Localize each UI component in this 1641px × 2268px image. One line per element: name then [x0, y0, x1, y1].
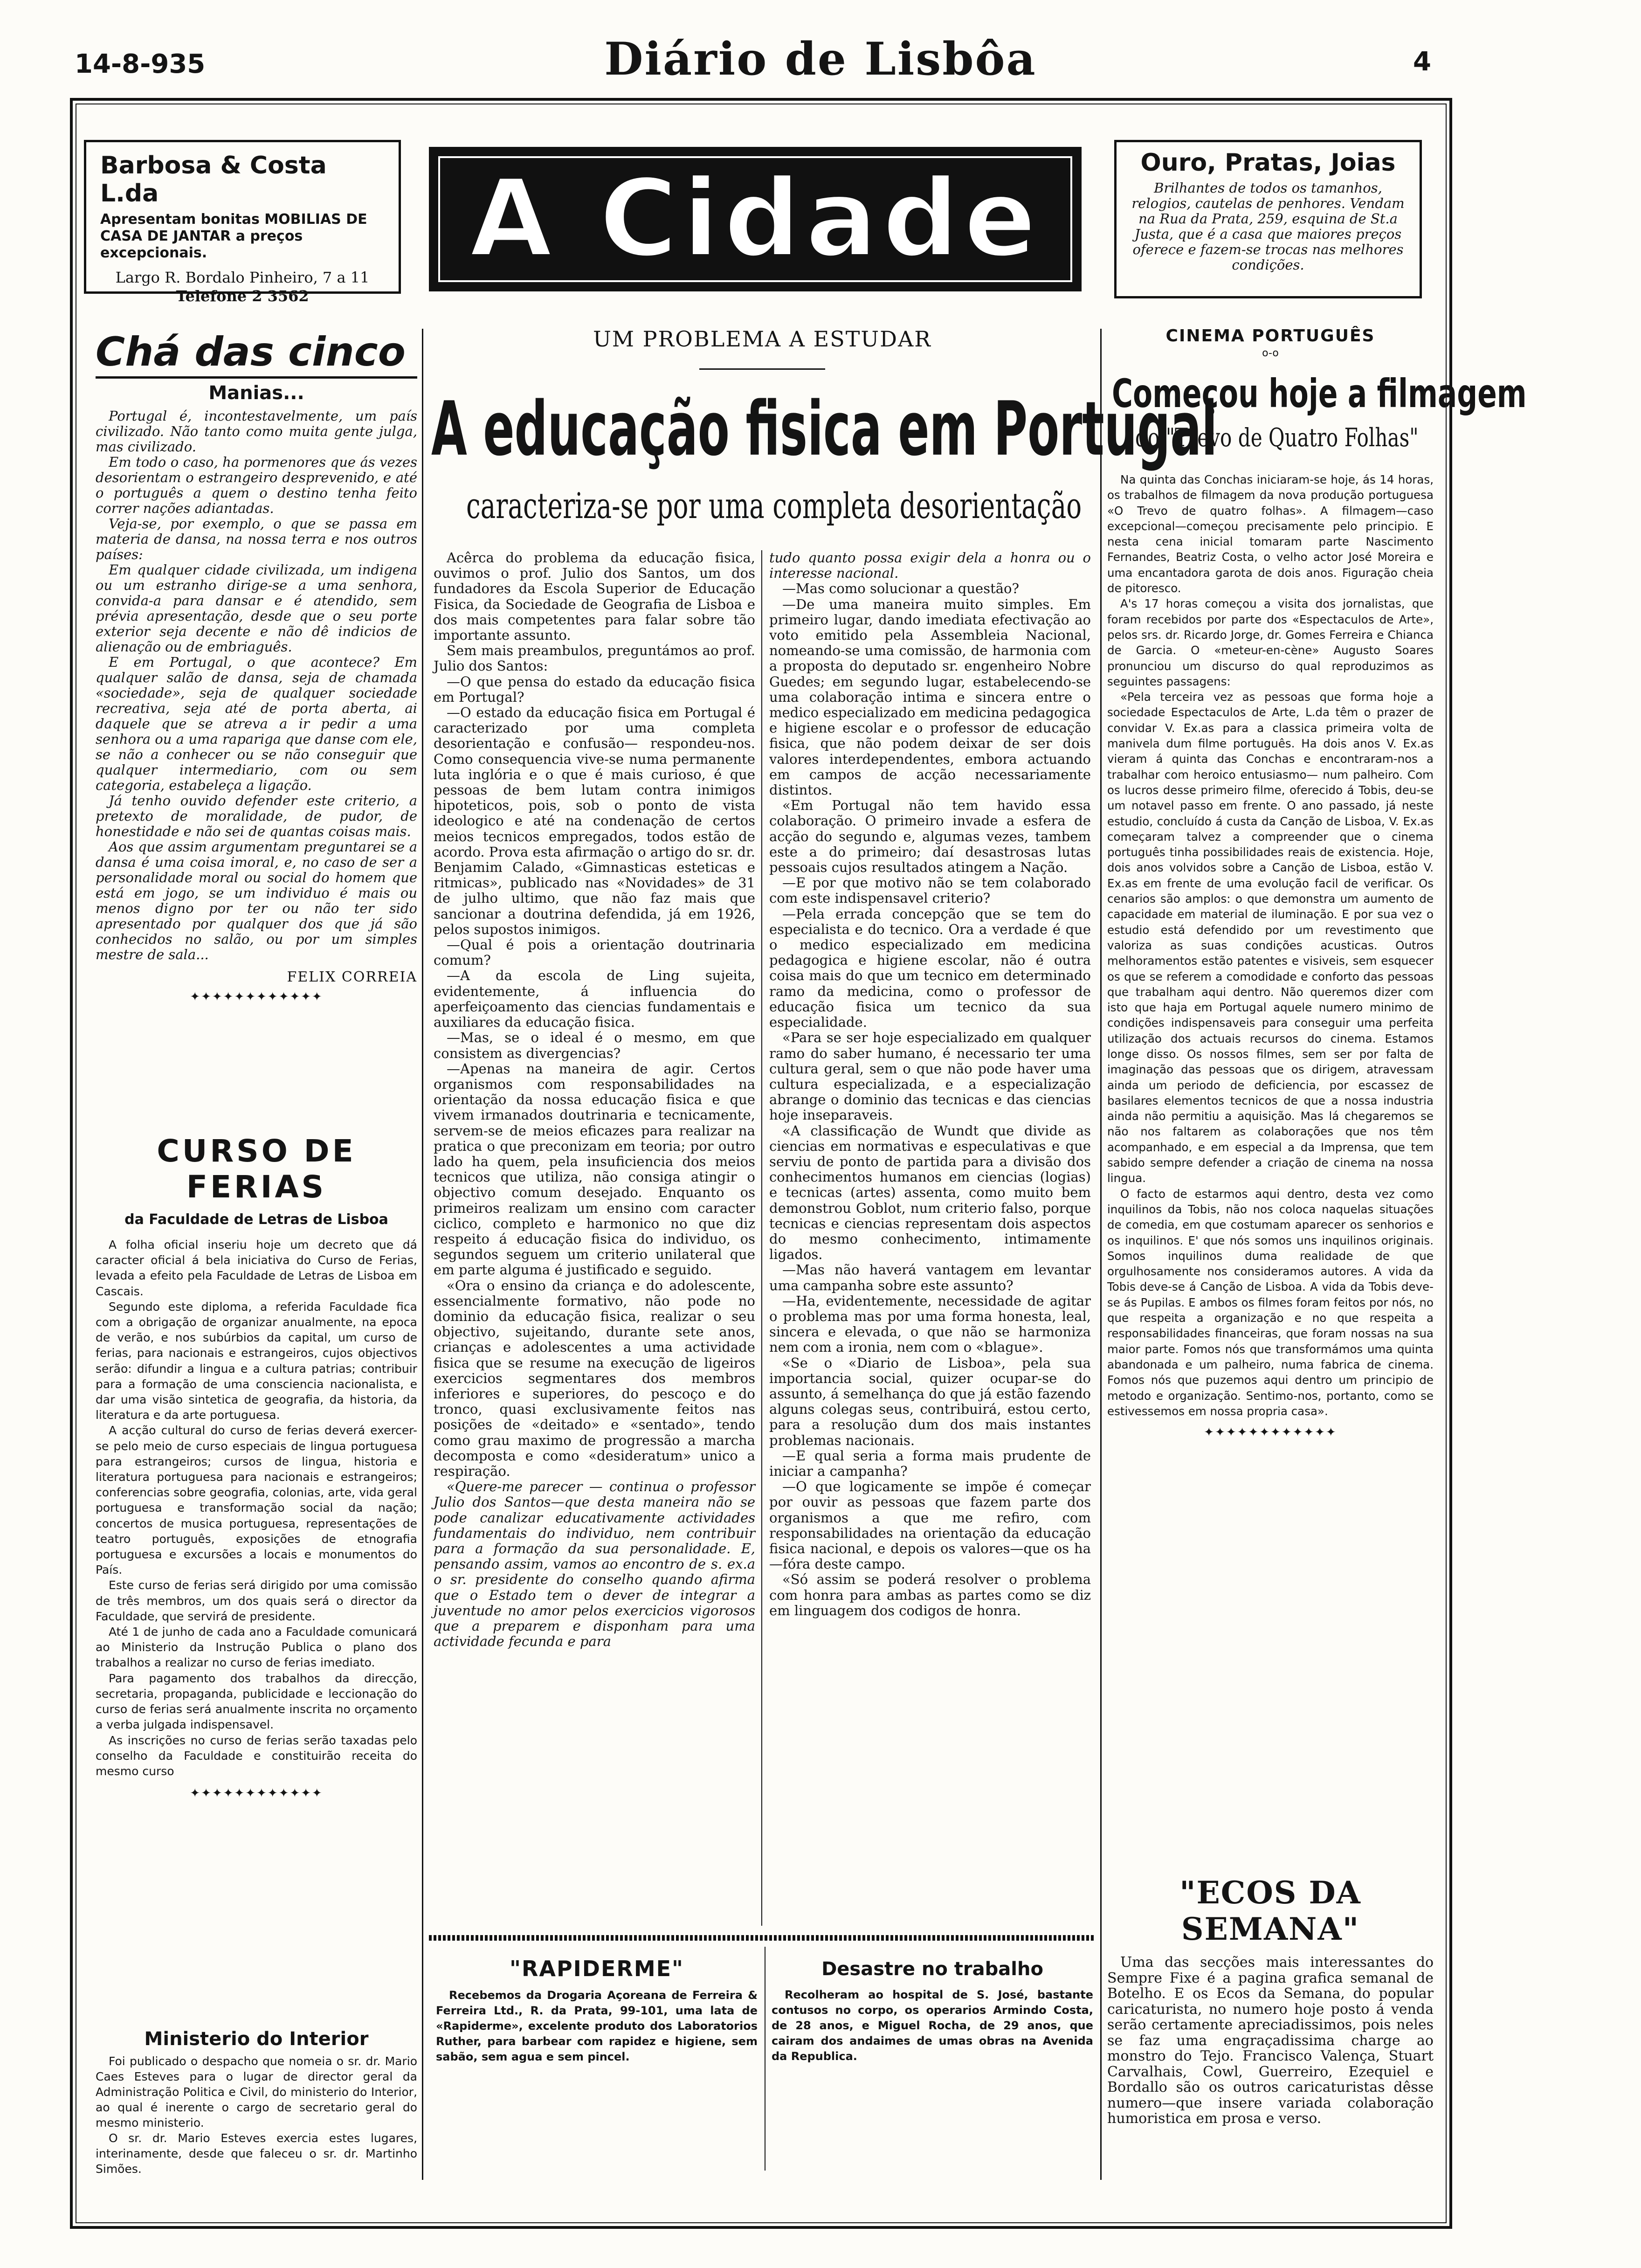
article-paragraph: Acêrca do problema da educação fisica, ouvimos o prof. Julio dos Santos, um dos fundadores da Escola Superior de Educação Fisica, da Sociedade de Geografia de Lisboa e dos mais competentes para falar sobre tão importante assunto. [434, 550, 755, 643]
article-paragraph: —Mas, se o ideal é o mesmo, em que consistem as divergencias? [434, 1030, 755, 1061]
column-rule [1100, 329, 1102, 2180]
article-paragraph: tudo quanto possa exigir dela a honra ou o interesse nacional. [769, 550, 1091, 581]
article-paragraph: —Pela errada concepção que se tem do especialista e do tecnico. Ora a verdade é que o medico especializado em medicina pedagogica e higiene escolar, não é outra coisa mais do que um tecnico em determinado ramo da medicina, como o professor de educação fisica um tecnico da sua especialidade. [769, 906, 1091, 1030]
cha-paragraph: Já tenho ouvido defender este criterio, a pretexto de moralidade, de pudor, de honestidade e não sei de quantas coisas mais. [96, 793, 417, 839]
ad-right-name: Ouro, Pratas, Joias [1140, 149, 1396, 177]
article-paragraph: Sem mais preambulos, preguntámos ao prof. Julio dos Santos: [434, 643, 755, 674]
cha-author: FELIX CORREIA [287, 969, 417, 985]
article-paragraph: —E por que motivo não se tem colaborado com este indispensavel criterio? [769, 875, 1091, 906]
cha-paragraph: Em qualquer cidade civilizada, um indigena ou um estranho dirige-se a uma senhora, convida-a para dansar e é atendido, sem prévia apresentação, desde que o seu porte exterior seja decente e não dê indicios de alienação ou de embriaguês. [96, 562, 417, 655]
ecos-body [1107, 1955, 1434, 2127]
masthead-inner-border [438, 156, 1072, 282]
cha-paragraph: Portugal é, incontestavelmente, um país civilizado. Não tanto como muita gente julga, mas civilizado. [96, 408, 417, 455]
curso-title: CURSO DE FERIAS [157, 1133, 356, 1205]
article-paragraph: —O estado da educação fisica em Portugal é caracterizado por uma completa desorientação e confusão— respondeu-nos. Como consequencia vive-se numa permanente luta inglória e o que é mais curioso, é que pessoas de bem lutam contra inimigos hipoteticos, pois, sob o ponto de vista ideologico e até na condenação de certos meios tecnicos empregados, todos estão de acordo. Prova esta afirmação o artigo do sr. dr. Benjamim Calado, «Gimnasticas esteticas e ritmicas», publicado nas «Novidades» de 31 de julho ultimo, que não faz mais que sancionar a doutrina defendida, já em 1926, pelos supostos inimigos. [434, 705, 755, 937]
curso-body [96, 1237, 417, 1779]
ornament-divider: ✦✦✦✦✦✦✦✦✦✦✦✦ [190, 990, 323, 1004]
article-paragraph: —Apenas na maneira de agir. Certos organismos com responsabilidades na orientação da nossa educação fisica e que vivem irmanados doutrinaria e tecnicamente, servem-se de meios eficazes para realizar na pratica o que preconizam em teoria; por outro lado ha quem, pela insuficiencia dos meios tecnicos que utiliza, não consiga atingir o objectivo comum desejado. Enquanto os primeiros realizam um ensino com caracter ciclico, completo e harmonico no que diz respeito á educação fisica do individuo, os segundos seguem um criterio unilateral que em parte alguma é justificado e seguido. [434, 1060, 755, 1278]
article-column-2 [769, 550, 1091, 1618]
curso-de-ferias [96, 1133, 417, 1800]
cinema-paragraph: «Pela terceira vez as pessoas que forma hoje a sociedade Espectaculos de Arte, L.da têm o prazer de convidar V. Ex.as para a classica primeira volta de manivela dum filme português. Ha dois anos V. Ex.as vieram á quinta das Conchas e encontraram-nos a trabalhar com heroico entusiasmo— num palheiro. Com os lucros desse primeiro filme, oferecido á Tobis, deu-se um notavel passo em frente. O ano passado, já neste estudio, concluído á custa da Canção de Lisboa, V. Ex.as começaram talvez a compreender que o cinema português tinha possibilidades reais de existencia. Hoje, dois anos volvidos sobre a Canção de Lisboa, estão V. Ex.as em frente de uma evolução facil de verificar. Os cenarios são amplos: o que demonstra um aumento de capacidade em material de iluminação. E por sua vez o estudio está defendido por um revestimento que valoriza as suas condições acusticas. Outros melhoramentos estão patentes e visiveis, sem esquecer os que se referem a comodidade e conforto das pessoas que trabalham aqui dentro. Não queremos dizer com isto que haja em Portugal aquele numero minimo de condições indispensaveis para conseguir uma perfeita utilização dos actuais recursos do cinema. Estamos longe disso. Os nossos filmes, sem ser por falta de imaginação das pessoas que os dirigem, atravessam ainda um periodo de deficiencia, por escassez de basilares elementos tecnicos de que a nossa industria ainda não permitiu a aquisição. Mas lá chegaremos se não nos faltarem as colaborações que nos têm acompanhado, e em especial a da Imprensa, que tem sabido sempre defender a criação de cinema na nossa lingua. [1107, 690, 1434, 1185]
rapiderme-text: Recebemos da Drogaria Açoreana de Ferreira & Ferreira Ltd., R. da Prata, 99-101, uma lata de «Rapiderme», excelente produto dos Laboratorios Ruther, para barbear com rapidez e higiene, sem sabão, sem agua e sem pincel. [436, 1989, 758, 2063]
ministerio-paragraph: Foi publicado o despacho que nomeia o sr. dr. Mario Caes Esteves para o lugar de director geral da Administração Politica e Civil, do ministerio do Interior, ao qual é inerente o cargo de secretario geral do mesmo ministerio. [96, 2054, 417, 2130]
ad-left-name: Barbosa & Costa L.da [100, 152, 327, 207]
ornament-divider: ✦✦✦✦✦✦✦✦✦✦✦✦ [190, 1786, 323, 1801]
ministerio-interior [96, 2028, 417, 2177]
ad-ouro-pratas [1114, 140, 1422, 298]
cinema-paragraph: Na quinta das Conchas iniciaram-se hoje, ás 14 horas, os trabalhos de filmagem da nova produção portuguesa «O Trevo de quatro folhas». A filmagem—caso excepcional—começou precisamente pelo principio. E nesta cena inicial tomaram parte Nascimento Fernandes, Beatriz Costa, o velho actor José Moreira e uma encantadora garota de dois anos. Figuração cheia de pitoresco. [1107, 473, 1434, 595]
rapiderme [436, 1956, 758, 2065]
column-rule [422, 329, 423, 2180]
article-paragraph: —Qual é pois a orientação doutrinaria comum? [434, 937, 755, 968]
article-paragraph: «Se o «Diario de Lisboa», pela sua importancia social, quizer ocupar-se do assunto, á semelhança do que já estão fazendo alguns colegas seus, contribuirá, estou certo, para a resolução dum dos mais instantes problemas nacionais. [769, 1355, 1091, 1448]
cinema-body [1107, 472, 1434, 1419]
cinema-paragraph: A's 17 horas começou a visita dos jornalistas, que foram recebidos por parte dos «Espectaculos de Arte», pelos srs. dr. Ricardo Jorge, dr. Gomes Ferreira e Chianca de Garcia. O «meteur-en-cène» Augusto Soares pronunciou um discurso do qual reproduzimos as seguintes passagens: [1107, 597, 1434, 688]
desastre [772, 1958, 1093, 2064]
article-subhead: caracteriza-se por uma completa desorientação [466, 485, 1082, 526]
cha-title-rule [96, 376, 417, 379]
article-kicker: UM PROBLEMA A ESTUDAR [593, 326, 931, 352]
article-paragraph: —Mas não haverá vantagem em levantar uma campanha sobre este assunto? [769, 1262, 1091, 1293]
article-paragraph: «A classificação de Wundt que divide as ciencias em normativas e especulativas e que serviu de ponto de partida para a divisão dos conhecimentos humanos em ciencias (logias) e tecnicas (artes) assenta, como muito bem demonstrou Goblot, num criterio falso, porque tecnicas e ciencias representam dois aspectos do mesmo conhecimento, intimamente ligados. [769, 1122, 1091, 1263]
article-paragraph: «Ora o ensino da criança e do adolescente, essencialmente formativo, não pode no dominio da educação fisica, realizar o seu objectivo, sujeitando, durante sete anos, crianças e adolescentes a uma actividade fisica que se resume na execução de ligeiros exercicios segmentares dos membros inferiores e superiores, do pescoço e do tronco, quasi exclusivamente feitos nas posições de «deitado» e «sentado», tendo como grau maximo de progressão a marcha decomposta e como «desideratum» unico a respiração. [434, 1277, 755, 1479]
article-paragraph: «Em Portugal não tem havido essa colaboração. O primeiro invade a esfera de acção do segundo e, algumas vezes, tambem este a do primeiro; daí desastrosas lutas pessoais cujos resultados atingem a Nação. [769, 797, 1091, 876]
article-paragraph: —A da escola de Ling sujeita, evidentemente, á influencia do aperfeiçoamento das ciencias fundamentais e auxiliares da educação fisica. [434, 968, 755, 1030]
cha-paragraph: Em todo o caso, ha pormenores que ás vezes desorientam o estrangeiro desprevenido, e até o português a quem o destino tenha feito correr nações adiantadas. [96, 454, 417, 516]
cinema-portugues [1107, 326, 1527, 1440]
curso-paragraph: Este curso de ferias será dirigido por uma comissão de três membros, um dos quais será o director da Faculdade, que servirá de presidente. [96, 1578, 417, 1623]
article-paragraph: «Para se ser hoje especializado em qualquer ramo do saber humano, é necessario ter uma cultura geral, sem o que não pode haver uma cultura especializada, e a especialização abrange o dominio das tecnicas e das ciencias hoje inseparaveis. [769, 1030, 1091, 1123]
cha-das-cinco [96, 329, 417, 1004]
ad-left-text: Apresentam bonitas MOBILIAS DE CASA DE JANTAR a preços excepcionais. [100, 211, 367, 261]
cha-title: Chá das cinco [96, 329, 406, 375]
cinema-kicker: CINEMA PORTUGUÊS [1165, 326, 1375, 346]
article-paragraph: —O que logicamente se impõe é começar por ouvir as pessoas que fazem parte dos organismos a que me refiro, com responsabilidades na orientação da educação fisica nacional, e depois os valores—que os ha—fóra deste campo. [769, 1479, 1091, 1572]
article-paragraph: —O que pensa do estado da educação fisica em Portugal? [434, 673, 755, 705]
curso-paragraph: Até 1 de junho de cada ano a Faculdade comunicará ao Ministerio da Instrução Publica o plano dos trabalhos a realizar no curso de ferias imediato. [96, 1625, 417, 1670]
masthead-title: A Cidade [469, 157, 1041, 281]
cha-subtitle: Manias... [208, 382, 304, 404]
desastre-text: Recolheram ao hospital de S. José, bastante contusos no corpo, os operarios Armindo Costa, de 28 anos, e Miguel Rocha, de 29 anos, que cairam dos andaimes de umas obras na Avenida da Republica. [772, 1988, 1093, 2063]
cinema-headline: Começou hoje a filmagem [1112, 371, 1527, 416]
cinema-subhead: do "Trevo de Quatro Folhas" [1135, 423, 1419, 452]
curso-paragraph: Para pagamento dos trabalhos da direcção, secretaria, propaganda, publicidade e leccionação do curso de ferias será anualmente inscrita no orçamento a verba julgada indispensavel. [96, 1671, 417, 1732]
article-paragraph: —Mas como solucionar a questão? [782, 581, 1020, 597]
article-paragraph: «Só assim se poderá resolver o problema com honra para ambas as partes como se diz em linguagem dos codigos de honra. [769, 1571, 1091, 1618]
ornament-divider: ✦✦✦✦✦✦✦✦✦✦✦✦ [1204, 1425, 1337, 1440]
ecos-text: Uma das secções mais interessantes do Sempre Fixe é a pagina grafica semanal de Botelho. E os Ecos da Semana, do popular caricaturista, no numero hoje posto á venda serão certamente apreciadissimos, pois neles se faz uma engraçadissima charge ao monstro do Tejo. Francisco Valença, Stuart Carvalhais, Cowl, Guerreiro, Ezequiel e Bordallo são os outros caricaturistas dêsse numero—que insere variada colaboração humoristica em prosa e verso. [1107, 1954, 1434, 2127]
curso-paragraph: A folha oficial inseriu hoje um decreto que dá caracter oficial á bela iniciativa do Curso de Ferias, levada a efeito pela Faculdade de Letras de Lisboa em Cascais. [96, 1238, 417, 1298]
ad-barbosa-costa [84, 140, 401, 305]
curso-paragraph: As inscrições no curso de ferias serão taxadas pelo conselho da Faculdade e constituirão receita do mesmo curso [96, 1733, 417, 1778]
article-paragraph: —E qual seria a forma mais prudente de iniciar a campanha? [769, 1447, 1091, 1479]
cha-paragraph: Aos que assim argumentam preguntarei se a dansa é uma coisa imoral, e, no caso de ser a personalidade moral ou social do homem que está em jogo, se um individuo é mais ou menos digno por ter ou não ter sido apresentado por qualquer dos que já são conhecidos no salão, ou por um simples mestre de sala... [96, 839, 417, 962]
desastre-title: Desastre no trabalho [821, 1958, 1043, 1980]
article-column-1 [434, 550, 755, 1649]
ad-left-phone: Telefone 2 3562 [176, 287, 309, 305]
rapiderme-body [436, 1988, 758, 2065]
cha-paragraph: E em Portugal, o que acontece? Em qualquer salão de dansa, seja de chamada «sociedade», seja de qualquer sociedade recreativa, seja até de porta aberta, ai daquele que se atreva a ir pedir a uma senhora ou a uma rapariga que danse com ele, se não a conhecer ou se não conseguir que qualquer intermediario, com ou sem categoria, estabeleça a ligação. [96, 654, 417, 793]
curso-paragraph: Segundo este diploma, a referida Faculdade fica com a obrigação de organizar anualmente, na epoca de verão, e nos subúrbios da capital, um curso de ferias, para nacionais e estrangeiros, cujos objectivos serão: difundir a lingua e a cultura patrias; contribuir para a formação de uma consciencia nacionalista, e dar uma visão sintetica de geografia, da historia, da literatura e da arte portuguesa. [96, 1300, 417, 1422]
article-paragraph: «Quere-me parecer — continua o professor Julio dos Santos—que desta maneira não se pode canalizar educativamente actividades fundamentais do individuo, nem contribuir para a formação da sua personalidade. E, pensando assim, vamos ao encontro de s. ex.a o sr. presidente do conselho quando afirma que o Estado tem o dever de integrar a juventude no amor pelos exercicios vigorosos que a preparem e disponham para uma actividade fecunda e para [434, 1479, 755, 1650]
cha-paragraph: Veja-se, por exemplo, o que se passa em materia de dansa, na nossa terra e nos outros países: [96, 516, 417, 562]
column-rule [761, 550, 762, 1926]
ecos-da-semana [1107, 1874, 1434, 2127]
article-paragraph: —Ha, evidentemente, necessidade de agitar o problema mas por uma forma honesta, leal, sincera e elevada, o que não se harmoniza nem com a ironia, nem com o «blague». [769, 1293, 1091, 1355]
page-number: 4 [1413, 47, 1431, 77]
issue-date: 14-8-935 [75, 49, 206, 79]
ad-right-text: Brilhantes de todos os tamanhos, relogios, cautelas de penhores. Vendam na Rua da Prata, 259, esquina de St.a Justa, que é a casa que maiores preços oferece e fazem-se trocas nas melhores condições. [1131, 180, 1405, 273]
newspaper-title: Diário de Lisbôa [604, 33, 1037, 85]
ecos-title: "ECOS DA SEMANA" [1179, 1874, 1361, 1947]
ministerio-title: Ministerio do Interior [144, 2028, 369, 2050]
cinema-kicker-ornament: o-o [1262, 347, 1279, 359]
ministerio-body [96, 2054, 417, 2177]
dotted-separator [429, 1935, 1096, 1941]
article-paragraph: —De uma maneira muito simples. Em primeiro lugar, dando imediata efectivação ao voto emitido pela Assembleia Nacional, nomeando-se uma comissão, de harmonia com a proposta do deputado sr. engenheiro Nobre Guedes; em segundo lugar, estabelecendo-se uma colaboração intima e sincera entre o medico especializado em medicina pedagogica e higiene escolar e o professor de educação fisica, que não podem deixar de ser dois valores interdependentes, embora actuando em campos de acção necessariamente distintos. [769, 596, 1091, 798]
curso-subtitle: da Faculdade de Letras de Lisboa [124, 1211, 388, 1228]
kicker-rule [699, 368, 825, 370]
desastre-body [772, 1987, 1093, 2064]
rapiderme-title: "RAPIDERME" [509, 1956, 684, 1981]
ministerio-paragraph: O sr. dr. Mario Esteves exercia estes lugares, interinamente, desde que faleceu o sr. dr. Martinho Simões. [96, 2131, 417, 2176]
article-headline: A educação fisica em Portugal [431, 385, 1218, 472]
ad-left-address: Largo R. Bordalo Pinheiro, 7 a 11 [115, 269, 370, 286]
curso-paragraph: A acção cultural do curso de ferias deverá exercer-se pelo meio de curso especiais de lingua portuguesa para estrangeiros; cursos de lingua, historia e literatura portuguesa para nacionais e estrangeiros; conferencias sobre geografia, colonias, arte, vida geral portuguesa e transformação social da nação; concertos de musica portuguesa, representações de teatro português, exposições de etnografia portuguesa e excursões a locais e monumentos do País. [96, 1424, 417, 1577]
cinema-paragraph: O facto de estarmos aqui dentro, desta vez como inquilinos da Tobis, não nos coloca naquelas situações de comedia, em que costumam aparecer os senhorios e os inquilinos. E' que nós somos uns inquilinos originais. Somos inquilinos duma realidade de que orgulhosamente nos consideramos autores. A vida da Tobis deve-se á Canção de Lisboa. A vida da Tobis deve-se ás Pupilas. E ambos os filmes foram feitos por nós, no que respeita a organização e no que respeita a responsabilidades financeiras, que foram nossas na sua maior parte. Fomos nós que transformámos uma quinta abandonada e um palheiro, numa fabrica de cinema. Fomos nós que puzemos aqui dentro um principio de metodo e organização. Sentimo-nos, portanto, como se estivessemos em nossa propria casa». [1107, 1187, 1434, 1418]
cha-body [96, 408, 417, 962]
